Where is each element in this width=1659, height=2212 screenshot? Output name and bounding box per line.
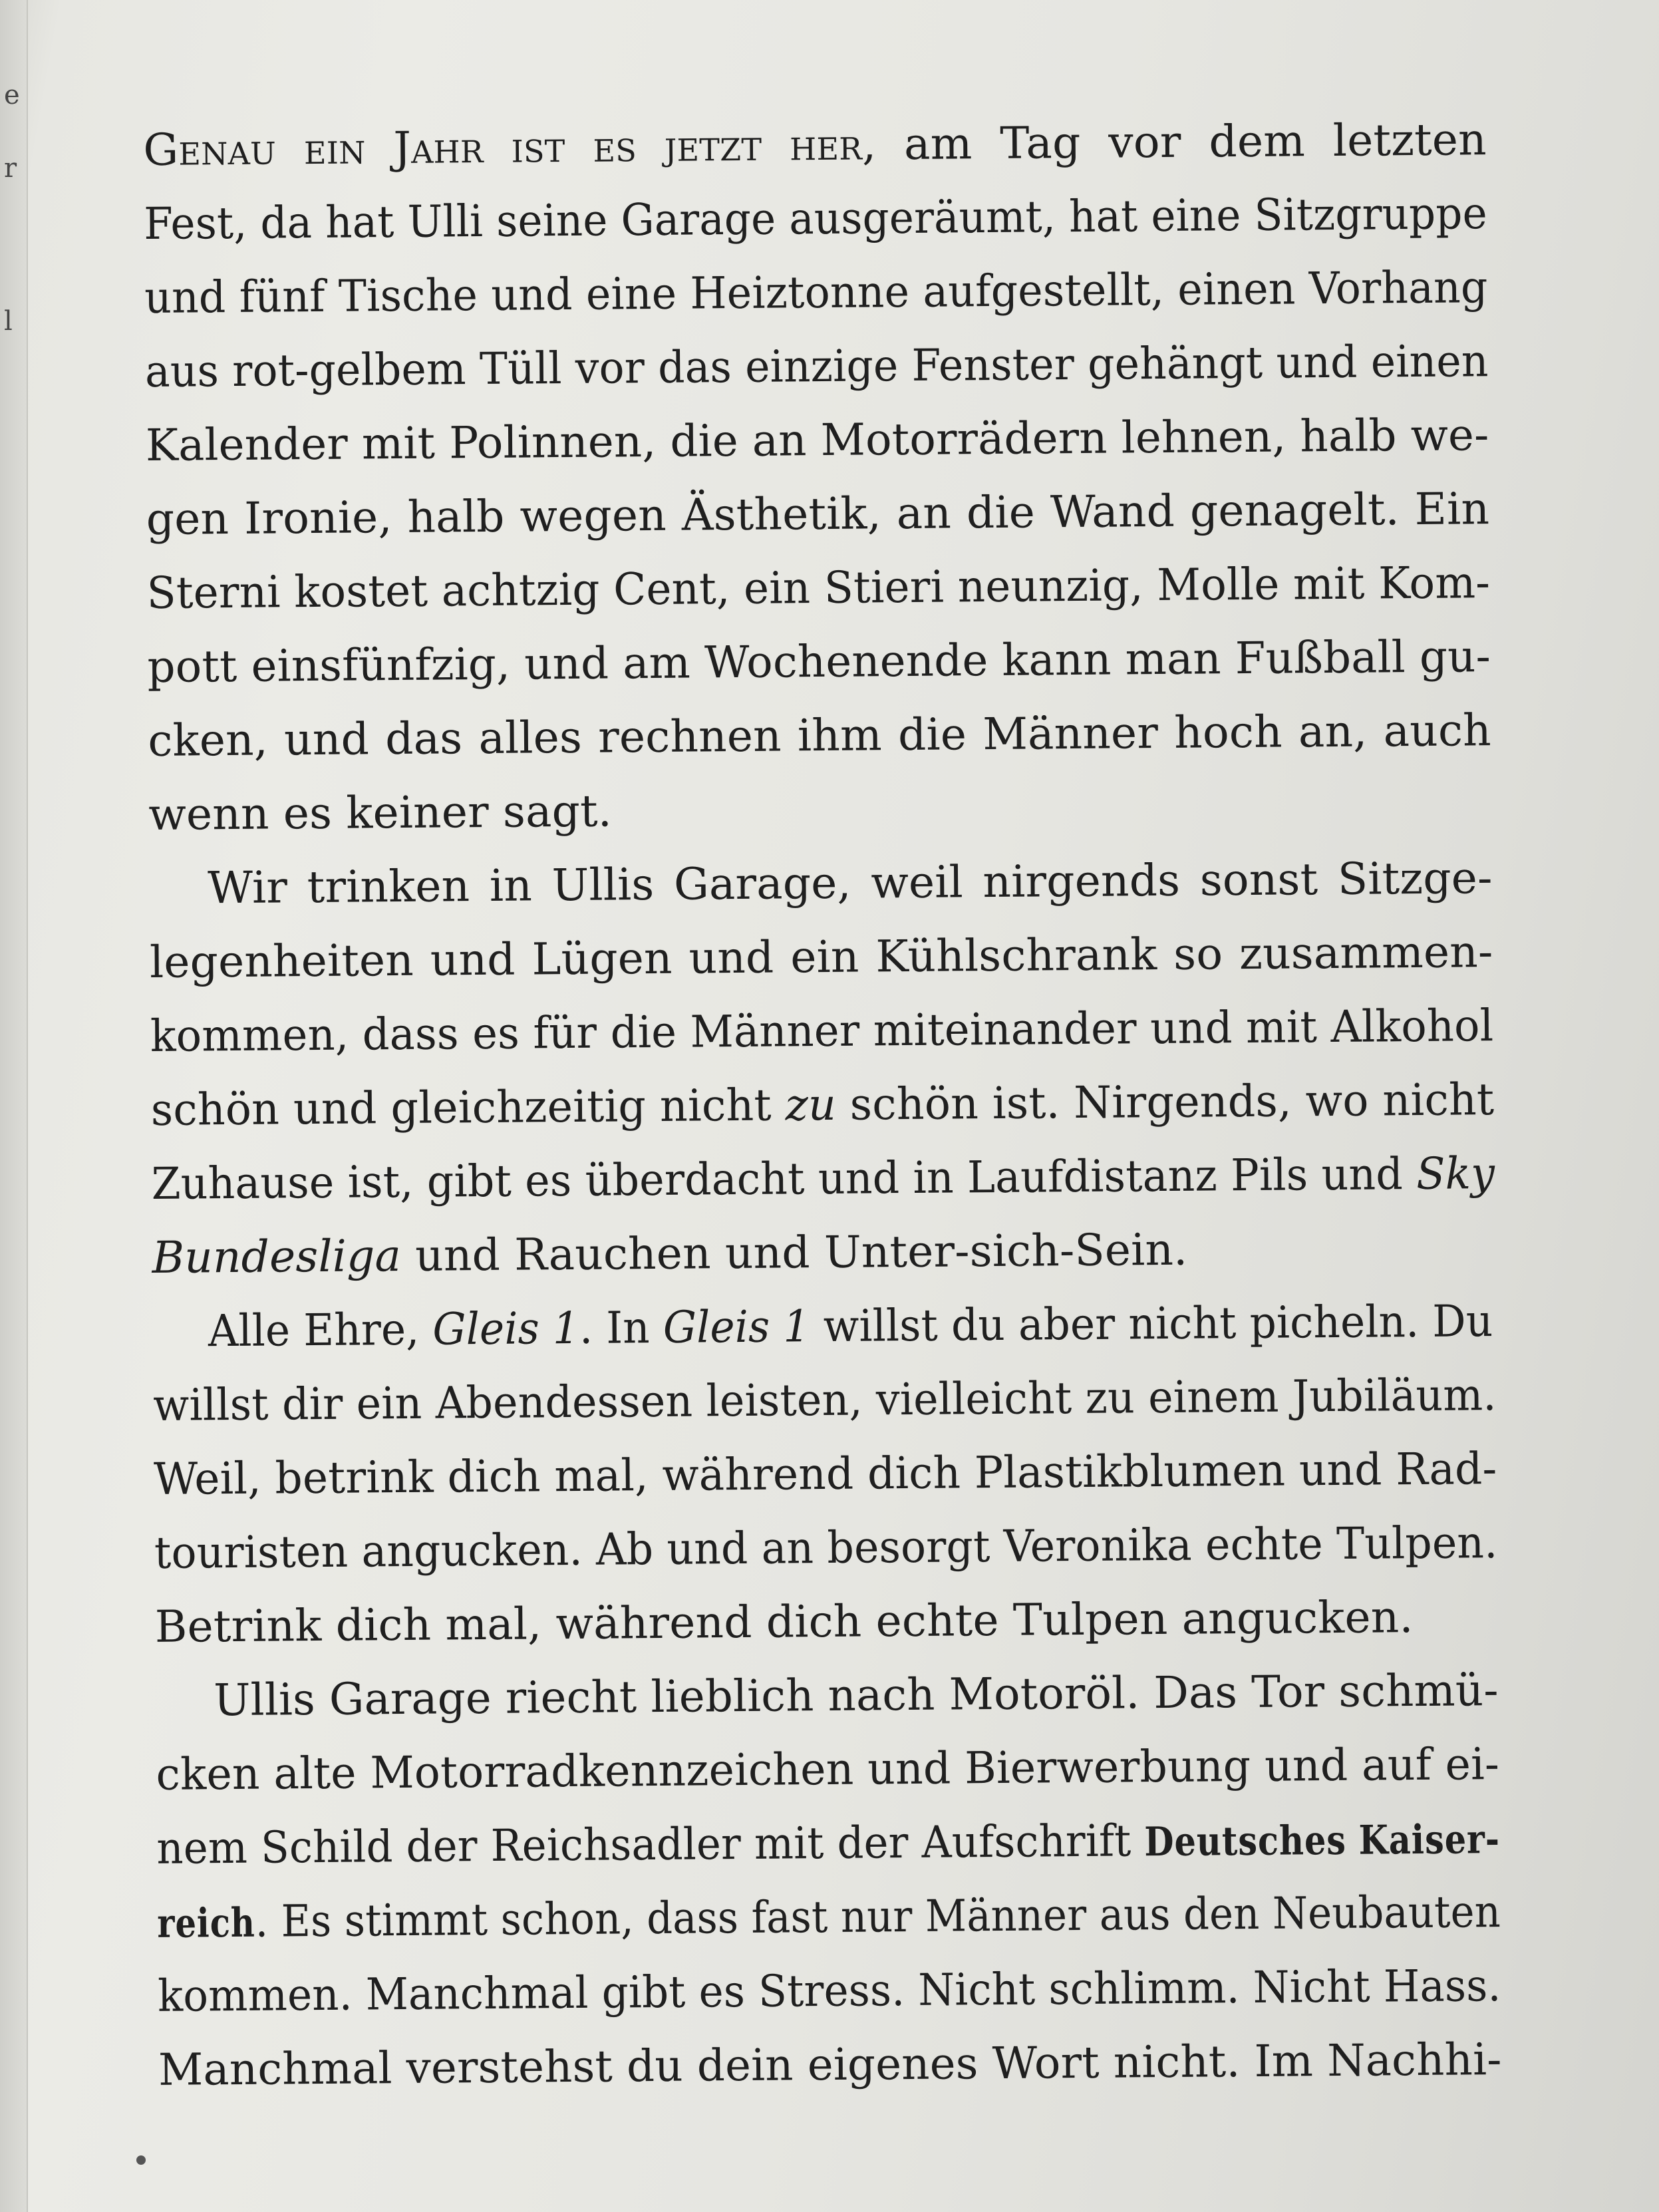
text-run: gen Ironie, halb wegen Ästhetik, an die Wand genagelt. Ein: [146, 483, 1490, 545]
text-run: Kalender mit Polinnen, die an Motorrädern lehnen, halb we-: [145, 409, 1489, 471]
text-run: legenheiten und Lügen und ein Kühlschrank so zusammen-: [149, 926, 1493, 988]
text-run: nem Schild der Reichsadler mit der Aufschrift: [156, 1815, 1145, 1874]
text-run: Wir trinken in Ullis Garage, weil nirgends sonst Sitzge-: [207, 852, 1493, 914]
text-run: schön ist. Nirgends, wo nicht: [835, 1074, 1495, 1130]
text-run: kommen, dass es für die Männer miteinander und mit Alkohol: [150, 1000, 1494, 1062]
text-emph: zu: [785, 1078, 837, 1131]
text-run: kommen. Manchmal gibt es Stress. Nicht schlimm. Nicht Hass.: [157, 1960, 1501, 2022]
edge-mark: e: [4, 80, 20, 110]
text-line: [154, 1506, 1498, 1590]
text-line: [148, 767, 1493, 852]
text-line: [157, 1949, 1501, 2033]
text-emph: Bundesliga: [152, 1230, 402, 1283]
text-line: [150, 915, 1494, 999]
edge-mark: l: [4, 306, 13, 337]
paragraph: [143, 102, 1493, 852]
text-line: [144, 325, 1489, 408]
text-fraktur: reich: [157, 1899, 256, 1947]
text-run: cken, und das alles rechnen ihm die Männer hoch an, auch: [148, 705, 1492, 766]
text-line: [158, 2022, 1502, 2107]
paragraph: [149, 841, 1496, 1295]
page-edge: [0, 0, 28, 2212]
text-emph: Gleis 1: [432, 1302, 580, 1355]
text-line: [146, 472, 1490, 556]
text-fraktur: Deutsches Kaiser-: [1144, 1816, 1501, 1866]
page-dot: [136, 2155, 146, 2165]
text-emph: Sky: [1416, 1148, 1495, 1200]
text-line: [152, 1358, 1497, 1442]
text-run: Fest, da hat Ulli seine Garage ausgeräumt, hat eine Sitzgruppe: [144, 188, 1488, 249]
text-run: und fünf Tische und eine Heiztonne aufgestellt, einen Vorhang: [144, 261, 1488, 323]
text-run: touristen angucken. Ab und an besorgt Veronika echte Tulpen.: [154, 1517, 1498, 1579]
text-line: [145, 398, 1489, 482]
text-run: schön und gleichzeitig nicht: [150, 1079, 786, 1136]
text-run: Sterni kostet achtzig Cent, ein Stieri neunzig, Molle mit Kom-: [146, 557, 1491, 619]
text-run: Weil, betrink dich mal, während dich Plastikblumen und Rad-: [153, 1443, 1497, 1505]
text-run: , am Tag vor dem letzten: [861, 114, 1487, 170]
book-text: [143, 102, 1502, 2107]
text-line: [152, 1210, 1496, 1295]
text-line: [149, 841, 1493, 925]
text-line: [143, 102, 1487, 187]
text-run: wenn es keiner sagt.: [148, 785, 613, 840]
text-run: . In: [579, 1301, 664, 1354]
bleed-through-text: [931, 13, 941, 44]
text-run: willst dir ein Abendessen leisten, vielleicht zu einem Jubiläum.: [152, 1369, 1497, 1431]
text-line: [150, 989, 1494, 1073]
text-line: [153, 1432, 1497, 1515]
text-line: [150, 1062, 1495, 1147]
text-run: Betrink dich mal, während dich echte Tulpen angucken.: [154, 1591, 1414, 1653]
text-run: Ullis Garage riecht lieblich nach Motoröl. Das Tor schmü-: [213, 1664, 1499, 1726]
text-smallcaps: Genau ein Jahr ist es jetzt her: [143, 118, 863, 176]
text-run: . Es stimmt schon, dass fast nur Männer aus den Neubauten: [255, 1886, 1501, 1947]
text-line: [152, 1285, 1493, 1368]
text-line: [147, 619, 1491, 704]
text-line: [156, 1727, 1500, 1812]
text-run: aus rot-gelbem Tüll vor das einzige Fenster gehängt und einen: [144, 335, 1489, 397]
text-line: [146, 546, 1491, 630]
text-run: und Rauchen und Unter-sich-Sein.: [400, 1223, 1188, 1282]
text-line: [157, 1875, 1501, 1959]
text-run: Zuhause ist, gibt es überdacht und in Laufdistanz Pils und: [151, 1148, 1417, 1209]
text-line: [148, 693, 1492, 778]
paragraph: [152, 1284, 1499, 1664]
text-line: [155, 1653, 1499, 1738]
text-run: pott einsfünfzig, und am Wochenende kann man Fußball gu-: [147, 631, 1491, 693]
text-run: Alle Ehre,: [208, 1303, 433, 1357]
text-emph: Gleis 1: [663, 1301, 810, 1353]
text-line: [144, 251, 1488, 335]
text-line: [144, 177, 1488, 261]
text-line: [154, 1579, 1499, 1664]
edge-mark: r: [4, 153, 17, 184]
paragraph: [155, 1653, 1502, 2107]
text-run: Manchmal verstehst du dein eigenes Wort nicht. Im Nachhi-: [158, 2034, 1502, 2096]
text-run: willst du aber nicht picheln. Du: [810, 1295, 1493, 1352]
text-line: [151, 1137, 1495, 1221]
text-line: [156, 1802, 1501, 1885]
text-run: cken alte Motorradkennzeichen und Bierwerbung und auf ei-: [156, 1738, 1500, 1800]
